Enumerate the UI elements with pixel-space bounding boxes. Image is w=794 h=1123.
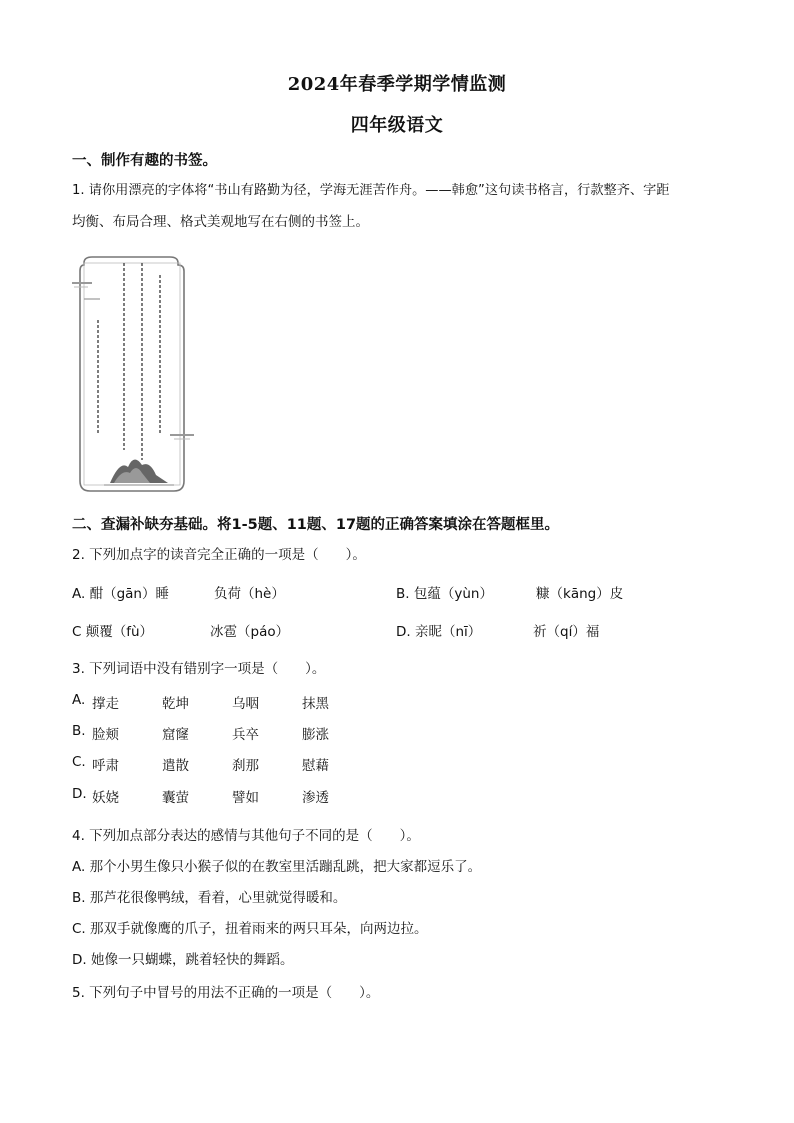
question-3-row-b-word-3: 兵卒 xyxy=(232,727,259,743)
page-title: 2024年春季学期学情监测 xyxy=(287,74,507,95)
question-2-option-a2: 负荷（hè） xyxy=(214,586,285,602)
question-4-stem: 4. 下列加点部分表达的感情与其他句子不同的是（ ）。 xyxy=(72,828,420,844)
question-2-option-d2: 祈（qí）福 xyxy=(533,624,600,640)
question-3-row-b-label: B. xyxy=(72,723,86,739)
question-4-option-c: C. 那双手就像鹰的爪子，扭着雨来的两只耳朵，向两边拉。 xyxy=(72,921,428,937)
question-3-row-d-word-4: 渗透 xyxy=(302,790,329,806)
question-3-stem: 3. 下列词语中没有错别字一项是（ ）。 xyxy=(72,661,326,677)
question-2-option-c1: C 颠覆（fù） xyxy=(72,624,154,640)
question-3-row-c-word-1: 呼肃 xyxy=(92,758,119,774)
question-4-option-a: A. 那个小男生像只小猴子似的在教室里活蹦乱跳，把大家都逗乐了。 xyxy=(72,859,482,875)
question-3-row-c-word-4: 慰藉 xyxy=(302,758,329,774)
question-4-option-b: B. 那芦花很像鸭绒，看着，心里就觉得暖和。 xyxy=(72,890,347,906)
question-5-stem: 5. 下列句子中冒号的用法不正确的一项是（ ）。 xyxy=(72,985,380,1001)
question-2-stem: 2. 下列加点字的读音完全正确的一项是（ ）。 xyxy=(72,547,366,563)
question-1-line-2: 均衡、布局合理、格式美观地写在右侧的书签上。 xyxy=(72,214,369,230)
bookmark-drawing xyxy=(70,255,195,495)
question-4-option-d: D. 她像一只蝴蝶，跳着轻快的舞蹈。 xyxy=(72,952,294,968)
bookmark-illustration xyxy=(70,255,195,495)
question-3-row-b-word-4: 膨涨 xyxy=(302,727,329,743)
question-3-row-a-word-1: 撑走 xyxy=(92,696,119,712)
question-3-row-c-word-2: 遣散 xyxy=(162,758,189,774)
question-2-option-d1: D. 亲昵（nī） xyxy=(396,624,482,640)
question-3-row-c-word-3: 刹那 xyxy=(232,758,259,774)
section-2-heading: 二、查漏补缺夯基础。将1-5题、11题、17题的正确答案填涂在答题框里。 xyxy=(72,517,560,533)
question-3-row-d-word-1: 妖娆 xyxy=(92,790,119,806)
question-3-row-b-word-1: 脸颊 xyxy=(92,727,119,743)
question-3-row-a-label: A. xyxy=(72,692,86,708)
question-3-row-d-word-2: 囊萤 xyxy=(162,790,189,806)
question-2-option-b2: 糠（kāng）皮 xyxy=(536,586,624,602)
question-3-row-a-word-3: 乌咽 xyxy=(232,696,259,712)
section-1-heading: 一、制作有趣的书签。 xyxy=(72,153,217,169)
question-3-row-c-label: C. xyxy=(72,754,86,770)
question-3-row-a-word-4: 抹黑 xyxy=(302,696,329,712)
question-3-row-a-word-2: 乾坤 xyxy=(162,696,189,712)
question-3-row-d-word-3: 譬如 xyxy=(232,790,259,806)
question-2-option-a1: A. 酣（gān）睡 xyxy=(72,586,169,602)
question-3-row-d-label: D. xyxy=(72,786,87,802)
question-2-option-b1: B. 包蕴（yùn） xyxy=(396,586,493,602)
page-subtitle: 四年级语文 xyxy=(350,115,444,136)
question-1-line-1: 1. 请你用漂亮的字体将“书山有路勤为径，学海无涯苦作舟。——韩愈”这句读书格言，行款整齐、字距 xyxy=(72,183,670,198)
question-3-row-b-word-2: 窟窿 xyxy=(162,727,189,743)
question-2-option-c2: 冰雹（páo） xyxy=(210,624,290,640)
